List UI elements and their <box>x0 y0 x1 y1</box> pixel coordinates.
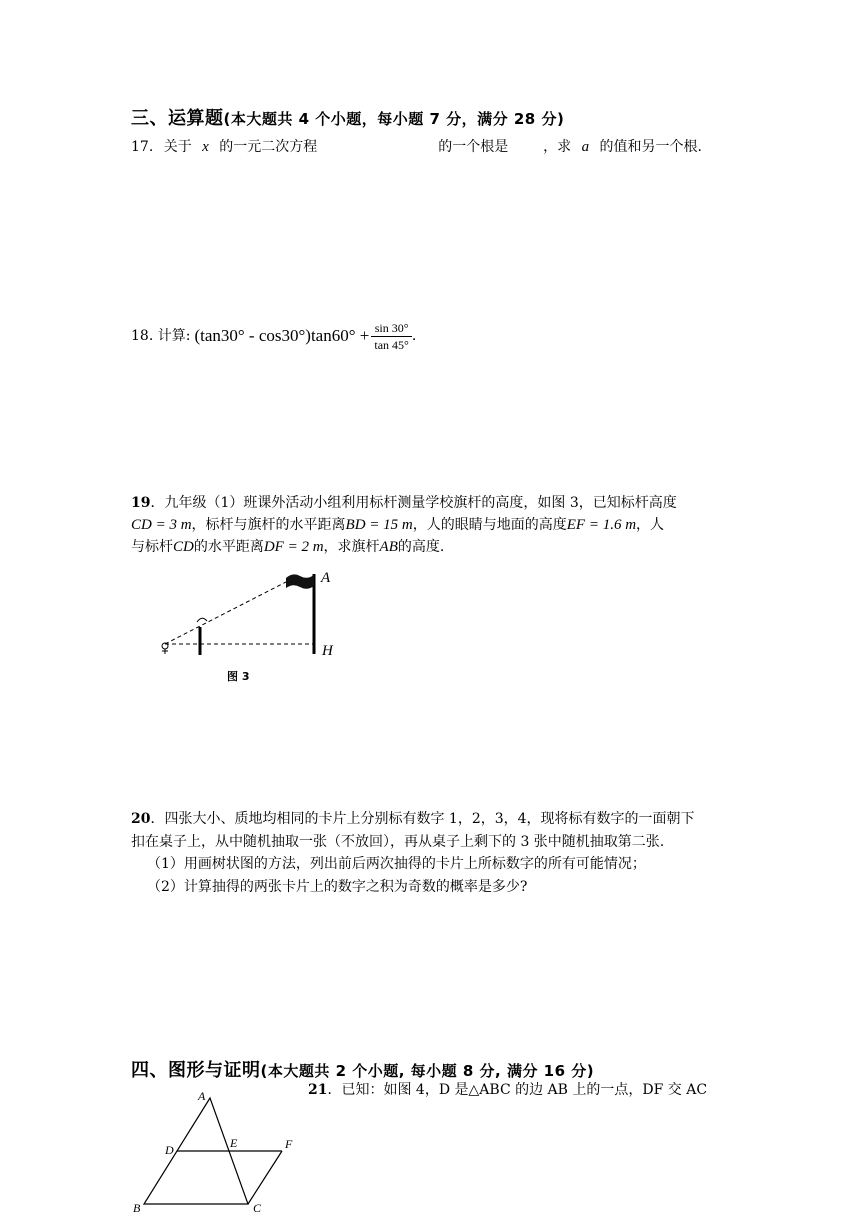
q19-ab: AB <box>379 539 398 555</box>
q18-end: . <box>411 328 417 344</box>
q19-line-1 <box>131 492 677 514</box>
q20-line-1-text: ．四张大小、质地均相同的卡片上分别标有数字 1，2，3，4，现将标有数字的一面朝下 <box>150 811 695 827</box>
question-17 <box>131 136 702 158</box>
segment-FC <box>248 1151 282 1204</box>
q18-label: 18. 计算: <box>131 328 191 344</box>
q19-line-3d: 的高度. <box>397 539 445 555</box>
section-4-title: 四、图形与证明 <box>131 1060 261 1081</box>
q17-text-4: ，求 <box>543 139 572 155</box>
q18-expression: (tan30° - cos30°)tan60° + <box>194 326 370 345</box>
q19-cd: CD <box>173 539 194 555</box>
question-19 <box>131 492 677 558</box>
q19-line-3 <box>131 536 677 558</box>
fig4-label-B: B <box>133 1201 141 1215</box>
question-18 <box>131 316 416 356</box>
q17-text-3: 的一个根是 <box>438 139 509 155</box>
q19-df-expr: DF = 2 m <box>263 539 324 555</box>
q20-item-2: （2）计算抽得的两张卡片上的数字之积为奇数的概率是多少? <box>147 878 528 895</box>
fig3-label-H: H <box>322 643 333 659</box>
q20-item-1: （1）用画树状图的方法，列出前后两次抽得的卡片上所标数字的所有可能情况； <box>147 856 646 872</box>
fig4-label-A: A <box>198 1089 206 1103</box>
section-4-subtitle: (本大题共 2 个小题, 每小题 8 分, 满分 16 分) <box>260 1062 595 1080</box>
q21-text: ．已知：如图 4，D 是△ABC 的边 AB 上的一点，DF 交 AC <box>327 1082 708 1098</box>
section-3-heading <box>131 104 564 130</box>
fig4-label-D: D <box>165 1143 174 1157</box>
section-3-subtitle: (本大题共 4 个小题，每小题 7 分，满分 28 分) <box>223 110 565 128</box>
q19-line-1-text: ．九年级（1）班课外活动小组利用标杆测量学校旗杆的高度，如图 3，已知标杆高度 <box>150 495 677 511</box>
q17-text-1: 关于 <box>163 139 192 155</box>
q19-line-3b: 的水平距离 <box>193 539 264 555</box>
q19-number: 19 <box>131 495 151 511</box>
fig4-label-E: E <box>230 1136 238 1150</box>
sight-line <box>165 582 286 644</box>
q19-cd-expr: CD = 3 m <box>131 517 192 533</box>
fig4-label-F: F <box>285 1137 293 1151</box>
q18-fraction <box>371 320 411 353</box>
q17-text-5: 的值和另一个根. <box>599 139 702 155</box>
fig3-label-A: A <box>321 570 331 586</box>
q19-ef-expr: EF = 1.6 m <box>566 517 637 533</box>
q17-var-x: x <box>202 139 209 155</box>
q19-line-2 <box>131 514 677 536</box>
q17-number: 17. <box>131 139 154 155</box>
figure-3-flagpole-diagram <box>150 566 350 658</box>
q17-var-a: a <box>581 139 590 155</box>
q19-line-3c: ，求旗杆 <box>323 539 380 555</box>
q17-text-2: 的一元二次方程 <box>219 139 318 155</box>
eye-arc <box>197 618 207 622</box>
q18-fraction-numerator: sin 30° <box>371 320 411 337</box>
q18-fraction-denominator: tan 45° <box>374 337 409 352</box>
question-20 <box>131 808 695 898</box>
q19-line-2a: ，标杆与旗杆的水平距离 <box>191 517 346 533</box>
q20-line-1 <box>131 808 695 831</box>
q19-line-3a: 与标杆 <box>131 539 173 555</box>
section-3-title: 三、运算题 <box>131 108 224 129</box>
q21-number: 21 <box>308 1082 328 1098</box>
q19-line-2b: ，人的眼睛与地面的高度 <box>412 517 567 533</box>
figure-4-triangle-diagram <box>130 1088 302 1216</box>
q19-bd-expr: BD = 15 m <box>345 517 413 533</box>
flag-shape <box>286 574 314 588</box>
fig4-label-C: C <box>253 1201 262 1215</box>
q20-line-2: 扣在桌子上，从中随机抽取一张（不放回），再从桌子上剩下的 3 张中随机抽取第二张. <box>131 833 665 850</box>
q20-number: 20 <box>131 811 151 827</box>
question-21 <box>308 1079 707 1101</box>
fig3-caption: 图 3 <box>227 670 250 683</box>
q19-line-2c: ，人 <box>636 517 665 533</box>
